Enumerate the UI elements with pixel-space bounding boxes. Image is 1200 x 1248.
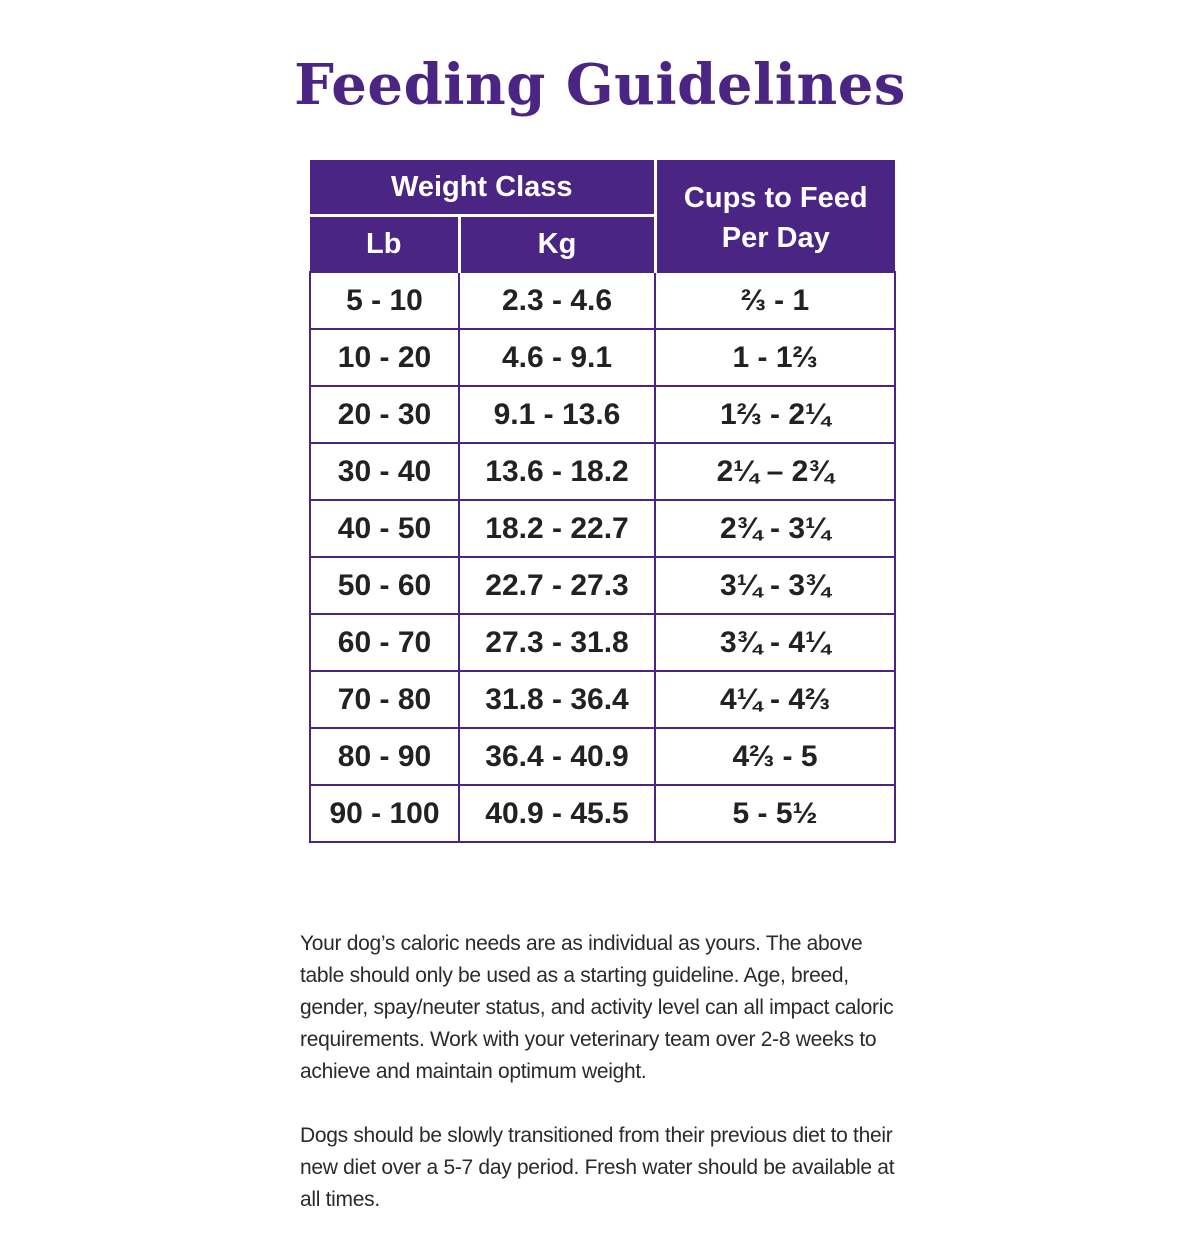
table-row: [310, 386, 895, 443]
table-row: [310, 329, 895, 386]
cups-cell: 3¾ - 4¼: [655, 614, 895, 671]
weight-class-header: Weight Class: [310, 160, 655, 216]
table-row: [310, 671, 895, 728]
cups-cell: 1⅔ - 2¼: [655, 386, 895, 443]
lb-cell: 90 - 100: [310, 785, 459, 842]
table-row: [310, 272, 895, 329]
lb-header: Lb: [310, 216, 459, 273]
table-row: [310, 443, 895, 500]
table-row: [310, 785, 895, 842]
lb-cell: 20 - 30: [310, 386, 459, 443]
kg-cell: 27.3 - 31.8: [459, 614, 655, 671]
kg-cell: 2.3 - 4.6: [459, 272, 655, 329]
lb-cell: 50 - 60: [310, 557, 459, 614]
cups-per-day-header: [655, 160, 895, 272]
lb-cell: 80 - 90: [310, 728, 459, 785]
cups-header-line1: Cups to Feed: [683, 181, 868, 214]
kg-cell: 18.2 - 22.7: [459, 500, 655, 557]
feeding-notes: [300, 928, 910, 1248]
cups-cell: 3¼ - 3¾: [655, 557, 895, 614]
cups-cell: 4⅔ - 5: [655, 728, 895, 785]
table-row: [310, 728, 895, 785]
feeding-table: [309, 160, 896, 843]
lb-cell: 60 - 70: [310, 614, 459, 671]
table-row: [310, 557, 895, 614]
caloric-needs-note: Your dog’s caloric needs are as individual as yours. The above table should only be used as a starting guideline. Age, breed, gender, spay/neuter status, and activity level can all impact caloric requirements. Work with your veterinary team over 2-8 weeks to achieve and maintain optimum weight.: [300, 932, 894, 1083]
kg-cell: 31.8 - 36.4: [459, 671, 655, 728]
lb-cell: 5 - 10: [310, 272, 459, 329]
table-row: [310, 500, 895, 557]
table-row: [310, 614, 895, 671]
kg-cell: 4.6 - 9.1: [459, 329, 655, 386]
cups-header-line2: Per Day: [721, 221, 830, 254]
cups-cell: 1 - 1⅔: [655, 329, 895, 386]
lb-cell: 70 - 80: [310, 671, 459, 728]
kg-cell: 40.9 - 45.5: [459, 785, 655, 842]
cups-cell: ⅔ - 1: [655, 272, 895, 329]
lb-cell: 30 - 40: [310, 443, 459, 500]
kg-cell: 36.4 - 40.9: [459, 728, 655, 785]
kg-cell: 13.6 - 18.2: [459, 443, 655, 500]
cups-cell: 2¾ - 3¼: [655, 500, 895, 557]
kg-cell: 9.1 - 13.6: [459, 386, 655, 443]
cups-cell: 5 - 5½: [655, 785, 895, 842]
lb-cell: 10 - 20: [310, 329, 459, 386]
transition-note: Dogs should be slowly transitioned from their previous diet to their new diet over a 5-7 day period. Fresh water should be available at all times.: [300, 1124, 895, 1211]
cups-cell: 2¼ – 2¾: [655, 443, 895, 500]
lb-cell: 40 - 50: [310, 500, 459, 557]
kg-cell: 22.7 - 27.3: [459, 557, 655, 614]
cups-cell: 4¼ - 4⅔: [655, 671, 895, 728]
page-title: Feeding Guidelines: [294, 52, 906, 118]
kg-header: Kg: [459, 216, 655, 273]
